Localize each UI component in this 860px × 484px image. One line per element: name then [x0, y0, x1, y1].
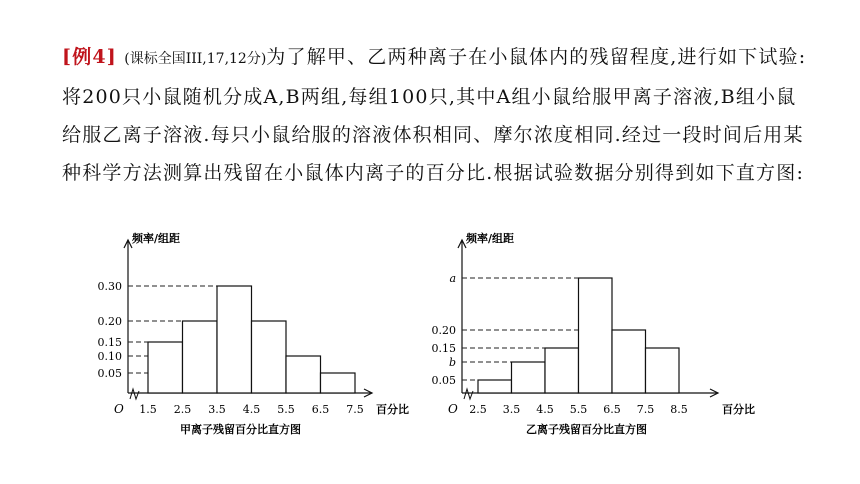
problem-source: (课标全国III,17,12分) — [124, 51, 267, 67]
axis-break-mark — [130, 389, 139, 399]
origin-label: O — [448, 402, 458, 416]
y-tick-label: b — [448, 356, 456, 369]
x-tick-label: 6.5 — [311, 403, 330, 416]
y-tick-label: 0.15 — [97, 336, 122, 349]
y-tick-label: 0.05 — [431, 374, 456, 387]
histogram-bar — [579, 278, 613, 393]
y-tick-label: 0.05 — [97, 367, 122, 380]
histogram-bar — [217, 286, 252, 393]
y-tick-label: 0.15 — [431, 342, 456, 355]
histogram-svg — [92, 228, 422, 438]
x-tick-label: 5.5 — [277, 403, 295, 416]
x-tick-label: 3.5 — [208, 403, 226, 416]
x-tick-label: 4.5 — [242, 403, 261, 416]
x-tick-label: 8.5 — [670, 403, 688, 416]
origin-label: O — [114, 402, 124, 416]
axis-break-mark — [464, 389, 473, 399]
histogram-bar — [321, 373, 356, 393]
x-tick-label: 4.5 — [536, 403, 554, 416]
histogram-bar — [478, 380, 512, 393]
histogram-bar — [286, 356, 321, 393]
x-tick-label: 6.5 — [603, 403, 621, 416]
histogram-svg — [418, 228, 755, 438]
histogram-jia — [92, 228, 422, 438]
histogram-bar — [183, 321, 218, 393]
y-tick-label: a — [449, 272, 456, 285]
x-tick-label: 1.5 — [139, 403, 157, 416]
histogram-bar — [545, 348, 579, 393]
y-tick-label: 0.30 — [97, 280, 122, 293]
y-tick-label: 0.10 — [97, 350, 122, 363]
y-tick-label: 0.20 — [431, 324, 456, 337]
x-tick-label: 7.5 — [346, 403, 364, 416]
chart-title: 甲离子残留百分比直方图 — [180, 423, 301, 436]
histogram-yi — [418, 228, 755, 438]
x-tick-label: 3.5 — [502, 403, 521, 416]
y-tick-label: 0.20 — [97, 315, 122, 328]
chart-title: 乙离子残留百分比直方图 — [526, 423, 647, 436]
x-tick-label: 5.5 — [569, 403, 588, 416]
example-tag: [例4] — [62, 46, 117, 68]
problem-statement — [62, 38, 807, 192]
x-axis-label: 百分比 — [722, 403, 755, 416]
histogram-bar — [148, 342, 183, 393]
x-tick-label: 7.5 — [636, 403, 655, 416]
y-axis-label: 频率/组距 — [132, 232, 181, 245]
histogram-bar — [252, 321, 287, 393]
y-axis-label: 频率/组距 — [466, 232, 515, 245]
x-tick-label: 2.5 — [173, 403, 192, 416]
histogram-bar — [612, 330, 646, 393]
histogram-bar — [512, 362, 546, 393]
problem-text: 为了解甲、乙两种离子在小鼠体内的残留程度,进行如下试验:将200只小鼠随机分成A,B两组,每组100只,其中A组小鼠给服甲离子溶液,B组小鼠给服乙离子溶液.每只小鼠给服的溶液体积相同、摩尔浓度相同.经过一段时间后用某种科学方法测算出残留在小鼠体内离子的百分比.根据试验数据分别得到如下直方图: — [62, 46, 807, 184]
histogram-bar — [646, 348, 680, 393]
x-axis-label: 百分比 — [376, 403, 409, 416]
x-tick-label: 2.5 — [469, 403, 487, 416]
